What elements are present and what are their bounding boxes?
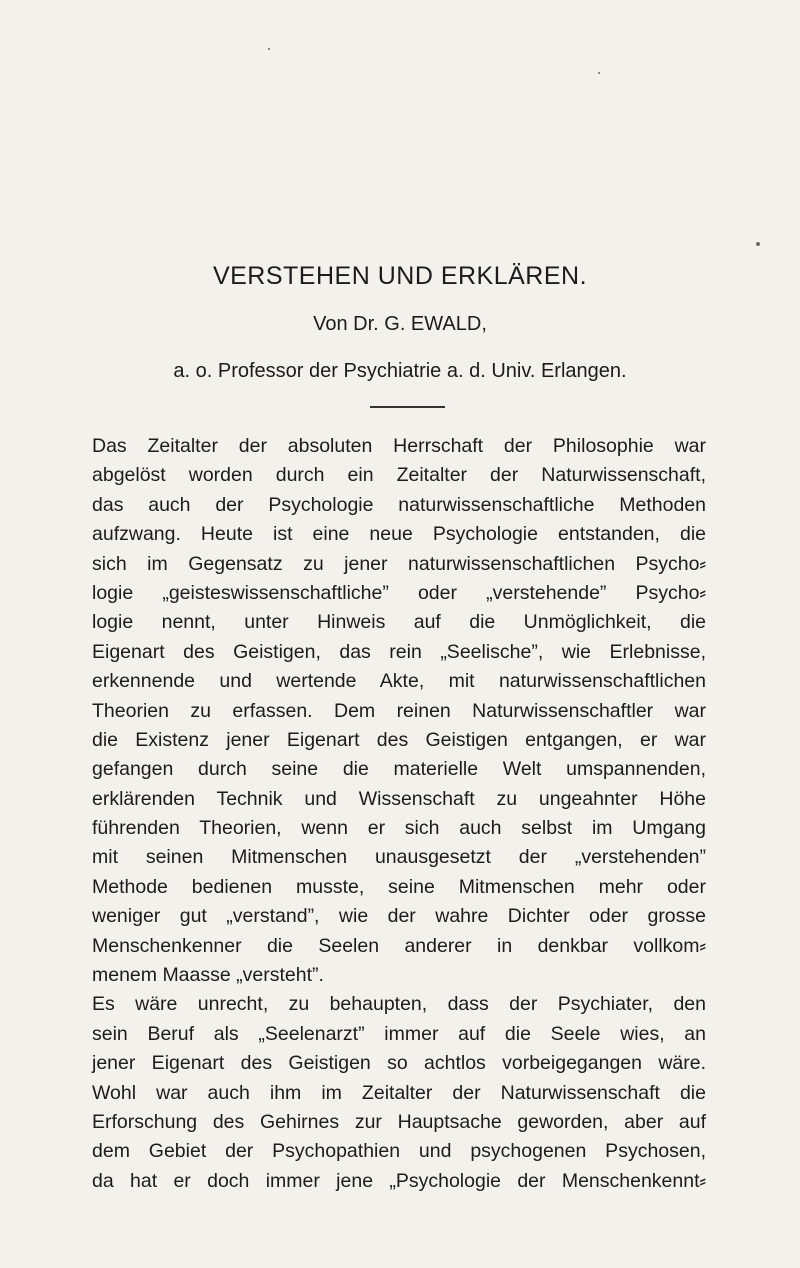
text-line: Es wäre unrecht, zu behaupten, dass der Psychiater, den bbox=[92, 993, 706, 1016]
text-line: logie nennt, unter Hinweis auf die Unmöglichkeit, die bbox=[92, 611, 706, 634]
text-line: erkennende und wertende Akte, mit naturwissenschaftlichen bbox=[92, 670, 706, 693]
text-line: mit seinen Mitmenschen unausgesetzt der „verstehenden” bbox=[92, 846, 706, 869]
paper-speck bbox=[756, 242, 760, 246]
author-affiliation: a. o. Professor der Psychiatrie a. d. Univ. Erlangen. bbox=[173, 360, 627, 382]
paper-speck bbox=[268, 48, 270, 50]
text-line: logie „geisteswissenschaftliche” oder „verstehende” Psycho⸗ bbox=[92, 581, 706, 604]
text-line: menem Maasse „versteht”. bbox=[92, 964, 324, 987]
text-line: weniger gut „verstand”, wie der wahre Dichter oder grosse bbox=[92, 905, 706, 928]
body-text bbox=[92, 432, 706, 1196]
author-line: Von Dr. G. EWALD, bbox=[313, 313, 487, 335]
text-line: Erforschung des Gehirnes zur Hauptsache geworden, aber auf bbox=[92, 1110, 706, 1133]
text-line: erklärenden Technik und Wissenschaft zu ungeahnter Höhe bbox=[92, 787, 706, 810]
text-line: Wohl war auch ihm im Zeitalter der Naturwissenschaft die bbox=[92, 1081, 706, 1104]
text-line: führenden Theorien, wenn er sich auch selbst im Umgang bbox=[92, 817, 706, 840]
paper-speck bbox=[598, 72, 600, 74]
text-line: abgelöst worden durch ein Zeitalter der Naturwissenschaft, bbox=[92, 464, 706, 487]
text-line: jener Eigenart des Geistigen so achtlos vorbeigegangen wäre. bbox=[92, 1052, 706, 1075]
text-line: gefangen durch seine die materielle Welt umspannenden, bbox=[92, 758, 706, 781]
text-line: Eigenart des Geistigen, das rein „Seelische”, wie Erlebnisse, bbox=[92, 640, 706, 663]
text-line: Methode bedienen musste, seine Mitmenschen mehr oder bbox=[92, 875, 706, 898]
text-line: da hat er doch immer jene „Psychologie der Menschenkennt⸗ bbox=[92, 1169, 706, 1192]
text-line: sein Beruf als „Seelenarzt” immer auf die Seele wies, an bbox=[92, 1022, 706, 1045]
text-line: Das Zeitalter der absoluten Herrschaft der Philosophie war bbox=[92, 435, 706, 457]
text-line: dem Gebiet der Psychopathien und psychogenen Psychosen, bbox=[92, 1140, 706, 1163]
text-line: sich im Gegensatz zu jener naturwissenschaftlichen Psycho⸗ bbox=[92, 552, 706, 575]
text-line: Theorien zu erfassen. Dem reinen Naturwissenschaftler war bbox=[92, 699, 706, 722]
title-divider bbox=[370, 406, 445, 408]
article-title: VERSTEHEN UND ERKLÄREN. bbox=[212, 262, 588, 290]
text-line: die Existenz jener Eigenart des Geistigen entgangen, er war bbox=[92, 728, 706, 751]
text-line: Menschenkenner die Seelen anderer in denkbar vollkom⸗ bbox=[92, 934, 706, 957]
text-line: aufzwang. Heute ist eine neue Psychologie entstanden, die bbox=[92, 523, 706, 546]
text-line: das auch der Psychologie naturwissenschaftliche Methoden bbox=[92, 493, 706, 516]
